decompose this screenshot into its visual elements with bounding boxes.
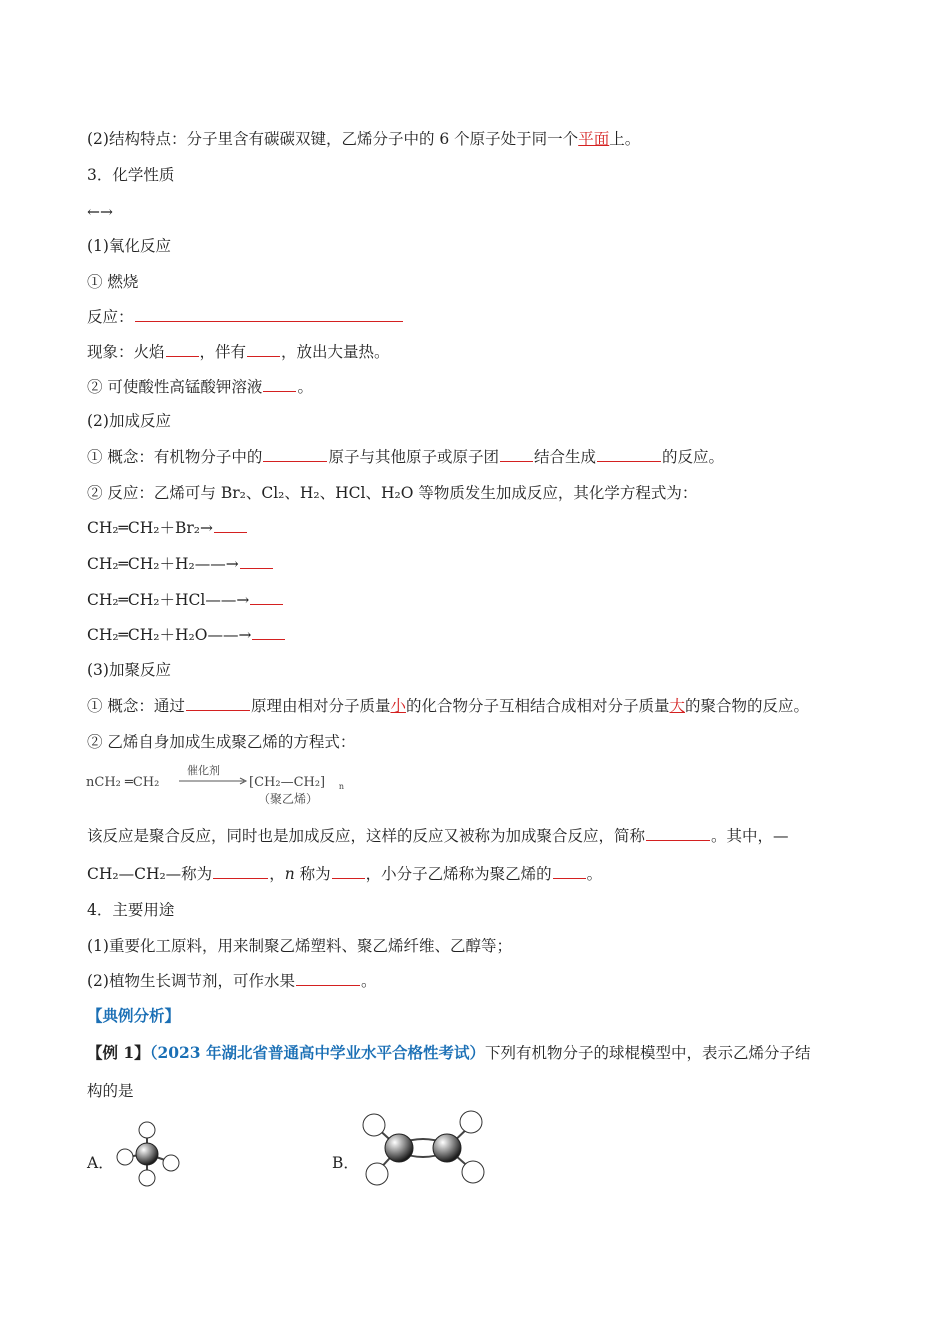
example-1-tag: 【例 1】: [87, 1043, 150, 1062]
polymer-desc2-4: ，小分子乙烯称为聚乙烯的: [365, 865, 552, 883]
blank-br2-product[interactable]: [214, 517, 247, 533]
phenomenon-text-1: 现象：火焰: [87, 343, 165, 361]
option-a-label[interactable]: A．: [87, 1154, 114, 1172]
example-1-line: [87, 1042, 811, 1064]
blank-degree[interactable]: [332, 863, 365, 879]
oxidation-heading: (1)氧化反应: [87, 237, 171, 255]
blank-hcl-product[interactable]: [250, 589, 283, 605]
kmno4-line: [87, 376, 313, 398]
polymer-concept-line: [87, 695, 809, 717]
equation-h2: [87, 553, 274, 575]
addition-concept-4: 的反应。: [661, 448, 724, 466]
section-4-heading: 4．主要用途: [87, 901, 175, 919]
polymer-concept-2: 原理由相对分子质量: [250, 697, 391, 715]
use-2-text: (2)植物生长调节剂，可作水果: [87, 972, 295, 990]
n-symbol: n: [284, 865, 295, 883]
use-2-line: [87, 970, 376, 992]
blank-flame[interactable]: [166, 341, 199, 357]
phenomenon-text-3: ，放出大量热。: [281, 343, 390, 361]
blank-h2-product[interactable]: [240, 553, 273, 569]
answer-big: 大: [669, 697, 685, 715]
addition-concept-2: 原子与其他原子或原子团: [328, 448, 499, 466]
phenomenon-text-2: ，伴有: [199, 343, 247, 361]
example-1-text: 下列有机物分子的球棍模型中，表示乙烯分子结: [484, 1044, 811, 1062]
blank-polymerization-abbrev[interactable]: [646, 825, 710, 841]
eq-sub-n: n: [338, 782, 344, 791]
kmno4-suffix: 。: [297, 378, 313, 396]
polymer-desc-line: [87, 825, 789, 847]
blank-addition[interactable]: [186, 695, 250, 711]
polymer-desc-2: 。其中，—: [711, 827, 789, 845]
addition-heading: (2)加成反应: [87, 412, 171, 430]
use-1-line: (1)重要化工原料，用来制聚乙烯塑料、聚乙烯纤维、乙醇等；: [87, 937, 512, 955]
blank-kmno4[interactable]: [263, 376, 296, 392]
reaction-line: [87, 306, 404, 328]
eq-name: （聚乙烯）: [258, 792, 319, 806]
polymer-desc2-1: CH₂—CH₂—称为: [87, 865, 213, 883]
polymer-concept-1: ① 概念：通过: [87, 697, 185, 715]
example-analysis-heading: 【典例分析】: [87, 1006, 181, 1025]
polymer-desc-1: 该反应是聚合反应，同时也是加成反应，这样的反应又被称为加成聚合反应，简称: [87, 827, 646, 845]
equation-hcl: [87, 589, 284, 611]
option-b-ethylene-model[interactable]: [358, 1106, 490, 1190]
phenomenon-line: [87, 341, 390, 363]
polymerization-heading: (3)加聚反应: [87, 661, 171, 679]
answer-plane: 平面: [578, 130, 610, 148]
section-3-heading: 3．化学性质: [87, 166, 175, 184]
blank-directly[interactable]: [500, 446, 533, 462]
combustion-heading: ① 燃烧: [87, 273, 139, 291]
structure-feature-line: [87, 128, 640, 150]
equation-hcl-text: CH₂═CH₂＋HCl——→: [87, 591, 250, 609]
reaction-label: 反应：: [87, 308, 134, 326]
option-b-label[interactable]: B．: [332, 1154, 359, 1172]
option-a-methane-model[interactable]: [110, 1120, 190, 1192]
equation-h2-text: CH₂═CH₂＋H₂——→: [87, 555, 239, 573]
blank-accompany[interactable]: [247, 341, 280, 357]
blank-monomer[interactable]: [553, 863, 586, 879]
equation-h2o: [87, 624, 286, 646]
example-1-continued: 构的是: [87, 1082, 134, 1100]
polymer-desc2-5: 。: [586, 865, 603, 883]
blank-new-compound[interactable]: [597, 446, 661, 462]
blank-ripening[interactable]: [296, 970, 360, 986]
polymer-desc2-2: ，: [269, 865, 285, 883]
polymer-desc2-3: 称为: [294, 865, 331, 883]
equation-br2-text: CH₂═CH₂＋Br₂→: [87, 519, 214, 537]
structure-suffix: 上。: [609, 130, 641, 148]
addition-concept-1: ① 概念：有机物分子中的: [87, 448, 263, 466]
arrows-line: ←→: [87, 203, 113, 221]
answer-small: 小: [390, 697, 406, 715]
eq-catalyst: 催化剂: [187, 764, 220, 777]
addition-concept-3: 结合生成: [533, 448, 596, 466]
addition-reaction-line: ② 反应：乙烯可与 Br₂、Cl₂、H₂、HCl、H₂O 等物质发生加成反应，其化学方程式为：: [87, 484, 698, 502]
blank-reaction[interactable]: [135, 306, 403, 322]
equation-h2o-text: CH₂═CH₂＋H₂O——→: [87, 626, 252, 644]
polymer-desc-line-2: [87, 863, 602, 885]
blank-chain-unit[interactable]: [213, 863, 268, 879]
polymer-concept-3: 的化合物分子互相结合成相对分子质量: [405, 697, 670, 715]
addition-concept-line: [87, 446, 724, 468]
polymer-concept-4: 的聚合物的反应。: [685, 697, 810, 715]
kmno4-text: ② 可使酸性高锰酸钾溶液: [87, 378, 263, 396]
blank-h2o-product[interactable]: [252, 624, 285, 640]
eq-right: [CH₂—CH₂]: [249, 775, 326, 790]
eq-left: nCH₂ ═CH₂: [86, 775, 160, 790]
polyethylene-equation: [86, 760, 346, 808]
equation-br2: [87, 517, 248, 539]
structure-text: (2)结构特点：分子里含有碳碳双键，乙烯分子中的 6 个原子处于同一个: [87, 130, 579, 148]
polymer-eq-title: ② 乙烯自身加成生成聚乙烯的方程式：: [87, 733, 356, 751]
example-1-source: （2023 年湖北省普通高中学业水平合格性考试）: [149, 1043, 485, 1062]
blank-unsaturated[interactable]: [263, 446, 327, 462]
use-2-suffix: 。: [360, 972, 377, 990]
